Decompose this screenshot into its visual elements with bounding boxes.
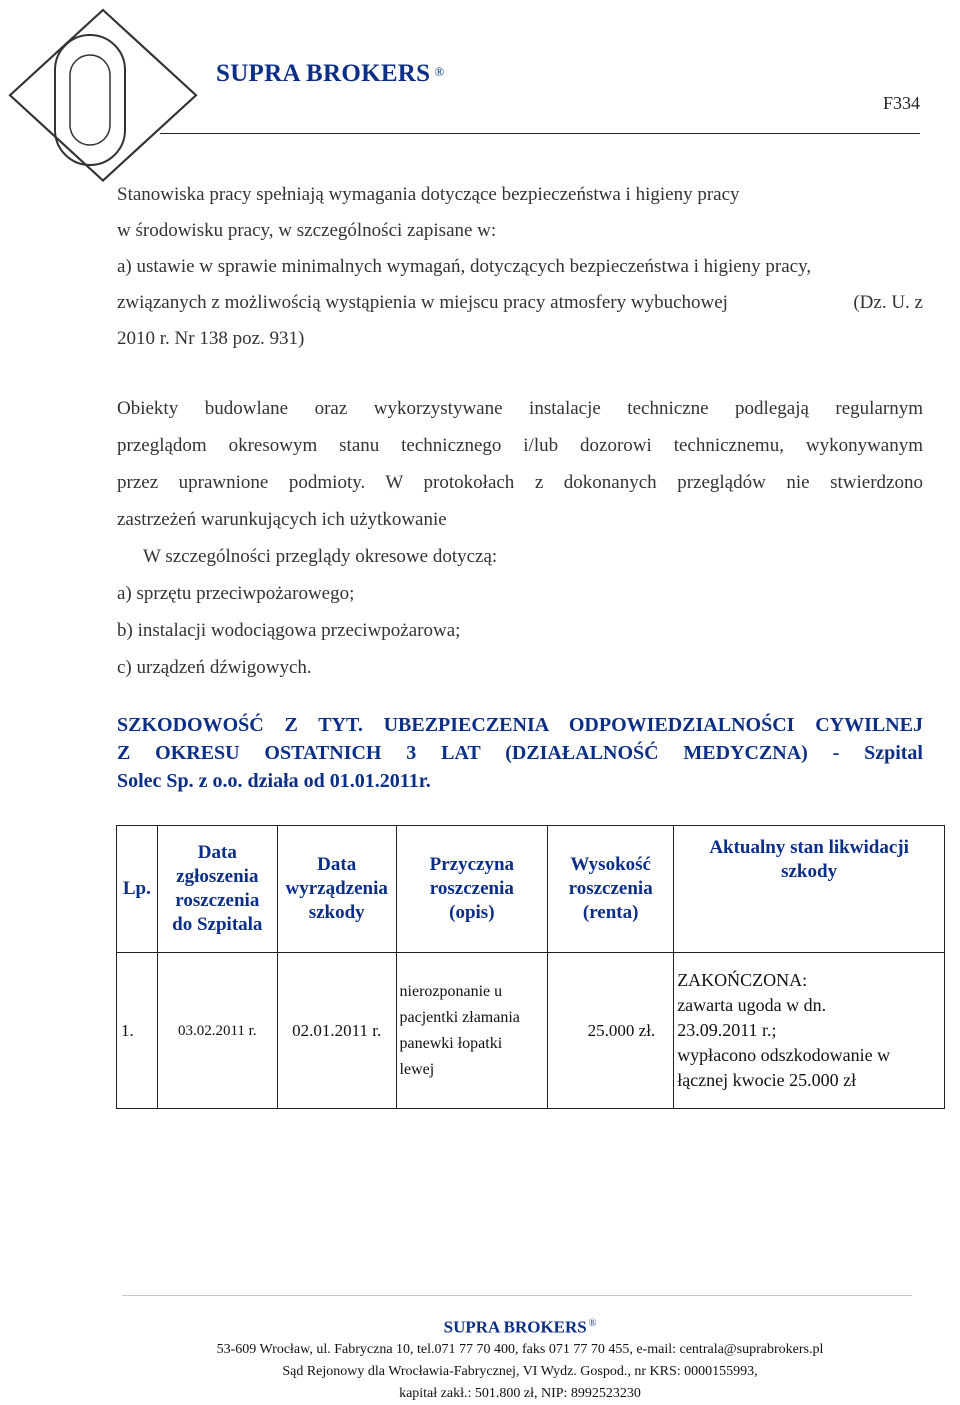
header-text: Data xyxy=(197,842,237,863)
cell-text-line: 23.09.2011 r.; xyxy=(677,1020,777,1040)
list-item: c) urządzeń dźwigowych. xyxy=(117,657,312,678)
registered-mark: ® xyxy=(434,64,445,79)
text-line: przeglądom okresowym stanu technicznego i/lub dozorowi technicznemu, wykonywanym xyxy=(117,435,923,456)
text-line: Obiekty budowlane oraz wykorzystywane instalacje techniczne podlegają regularnym xyxy=(117,398,923,419)
cell-lp: 1. xyxy=(117,953,158,1109)
header-text: do Szpitala xyxy=(172,914,263,935)
footer-divider xyxy=(122,1295,912,1296)
footer-brand xyxy=(0,1313,960,1339)
column-header-status xyxy=(674,826,945,953)
header-text: Wysokość xyxy=(570,854,651,875)
list-item: b) instalacji wodociągowa przeciwpożarowa; xyxy=(117,620,461,641)
header-text: (opis) xyxy=(449,902,495,923)
table-row xyxy=(117,953,945,1109)
header-text: szkody xyxy=(308,902,365,923)
cell-text-line: panewki łopatki xyxy=(399,1034,503,1052)
cell-status xyxy=(674,953,945,1109)
form-code: F334 xyxy=(882,93,920,113)
footer xyxy=(0,1313,960,1405)
table-header-row xyxy=(117,826,945,953)
header-text: Aktualny stan likwidacji xyxy=(709,837,909,858)
heading-line: Z OKRESU OSTATNICH 3 LAT (DZIAŁALNOŚĆ MEDYCZNA) - Szpital xyxy=(117,742,923,764)
cell-text-line: łącznej kwocie 25.000 zł xyxy=(677,1070,857,1090)
footer-address: 53-609 Wrocław, ul. Fabryczna 10, tel.071 77 70 400, faks 071 77 70 455, e-mail: centrala@suprabrokers.pl xyxy=(216,1341,824,1357)
cell-date-damage: 02.01.2011 r. xyxy=(277,953,396,1109)
column-header-cause xyxy=(396,826,548,953)
cell-text-line: wypłacono odszkodowanie w xyxy=(677,1045,891,1065)
text-line: zastrzeżeń warunkujących ich użytkowanie xyxy=(117,509,447,530)
header-text: szkody xyxy=(781,861,838,882)
inspections-paragraph xyxy=(117,390,923,686)
header-text: roszczenia xyxy=(568,878,653,899)
heading-line: SZKODOWOŚĆ Z TYT. UBEZPIECZENIA ODPOWIEDZIALNOŚCI CYWILNEJ xyxy=(117,714,923,736)
header-text: Data xyxy=(317,854,357,875)
safety-requirements-paragraph xyxy=(117,177,923,357)
text-fragment: (Dz. U. z xyxy=(853,292,923,313)
footer-brand-text: SUPRA BROKERS xyxy=(443,1317,587,1337)
cell-text-line: ZAKOŃCZONA: xyxy=(677,970,808,990)
header-text: zgłoszenia xyxy=(176,866,259,887)
column-header-date-damage xyxy=(277,826,396,953)
column-header-amount xyxy=(548,826,674,953)
cell-text-line: lewej xyxy=(399,1060,435,1078)
text-line: 2010 r. Nr 138 poz. 931) xyxy=(117,328,305,349)
header-text: Lp. xyxy=(122,878,151,899)
text-line: w środowisku pracy, w szczególności zapisane w: xyxy=(117,220,497,241)
header-text: Przyczyna xyxy=(429,854,515,875)
brand-name xyxy=(216,60,445,88)
text-fragment: związanych z możliwością wystąpienia w miejscu pracy atmosfery wybuchowej xyxy=(117,292,728,313)
column-header-lp xyxy=(117,826,158,953)
header-text: wyrządzenia xyxy=(285,878,388,899)
header-divider xyxy=(160,133,920,134)
text-line: przez uprawnione podmioty. W protokołach z dokonanych przeglądów nie stwierdzono xyxy=(117,472,923,493)
brand-text: SUPRA BROKERS xyxy=(216,60,431,87)
list-item: a) sprzętu przeciwpożarowego; xyxy=(117,583,355,604)
footer-court-registration: Sąd Rejonowy dla Wrocławia-Fabrycznej, VI Wydz. Gospod., nr KRS: 0000155993, xyxy=(282,1363,758,1379)
cell-text-line: pacjentki złamania xyxy=(399,1008,520,1026)
cell-cause xyxy=(396,953,548,1109)
header-text: (renta) xyxy=(582,902,639,923)
footer-capital-tax-id: kapitał zakł.: 501.800 zł, NIP: 8992523230 xyxy=(399,1385,641,1401)
footer-registered-mark: ® xyxy=(588,1318,597,1329)
cell-text-line: nierozponanie u xyxy=(399,982,503,1000)
claims-table xyxy=(116,825,945,1109)
cell-date-reported: 03.02.2011 r. xyxy=(157,953,277,1109)
header-text: roszczenia xyxy=(429,878,514,899)
cell-amount: 25.000 zł. xyxy=(548,953,674,1109)
text-line: W szczególności przeglądy okresowe dotyczą: xyxy=(143,546,498,567)
text-line: Stanowiska pracy spełniają wymagania dotyczące bezpieczeństwa i higieny pracy xyxy=(117,184,740,205)
header-text: roszczenia xyxy=(175,890,260,911)
text-line xyxy=(117,285,923,321)
heading-line: Solec Sp. z o.o. działa od 01.01.2011r. xyxy=(117,770,431,792)
column-header-date-reported xyxy=(157,826,277,953)
cell-text-line: zawarta ugoda w dn. xyxy=(677,995,827,1015)
text-line: a) ustawie w sprawie minimalnych wymagań, dotyczących bezpieczeństwa i higieny pracy, xyxy=(117,256,812,277)
claims-history-heading xyxy=(117,711,923,795)
